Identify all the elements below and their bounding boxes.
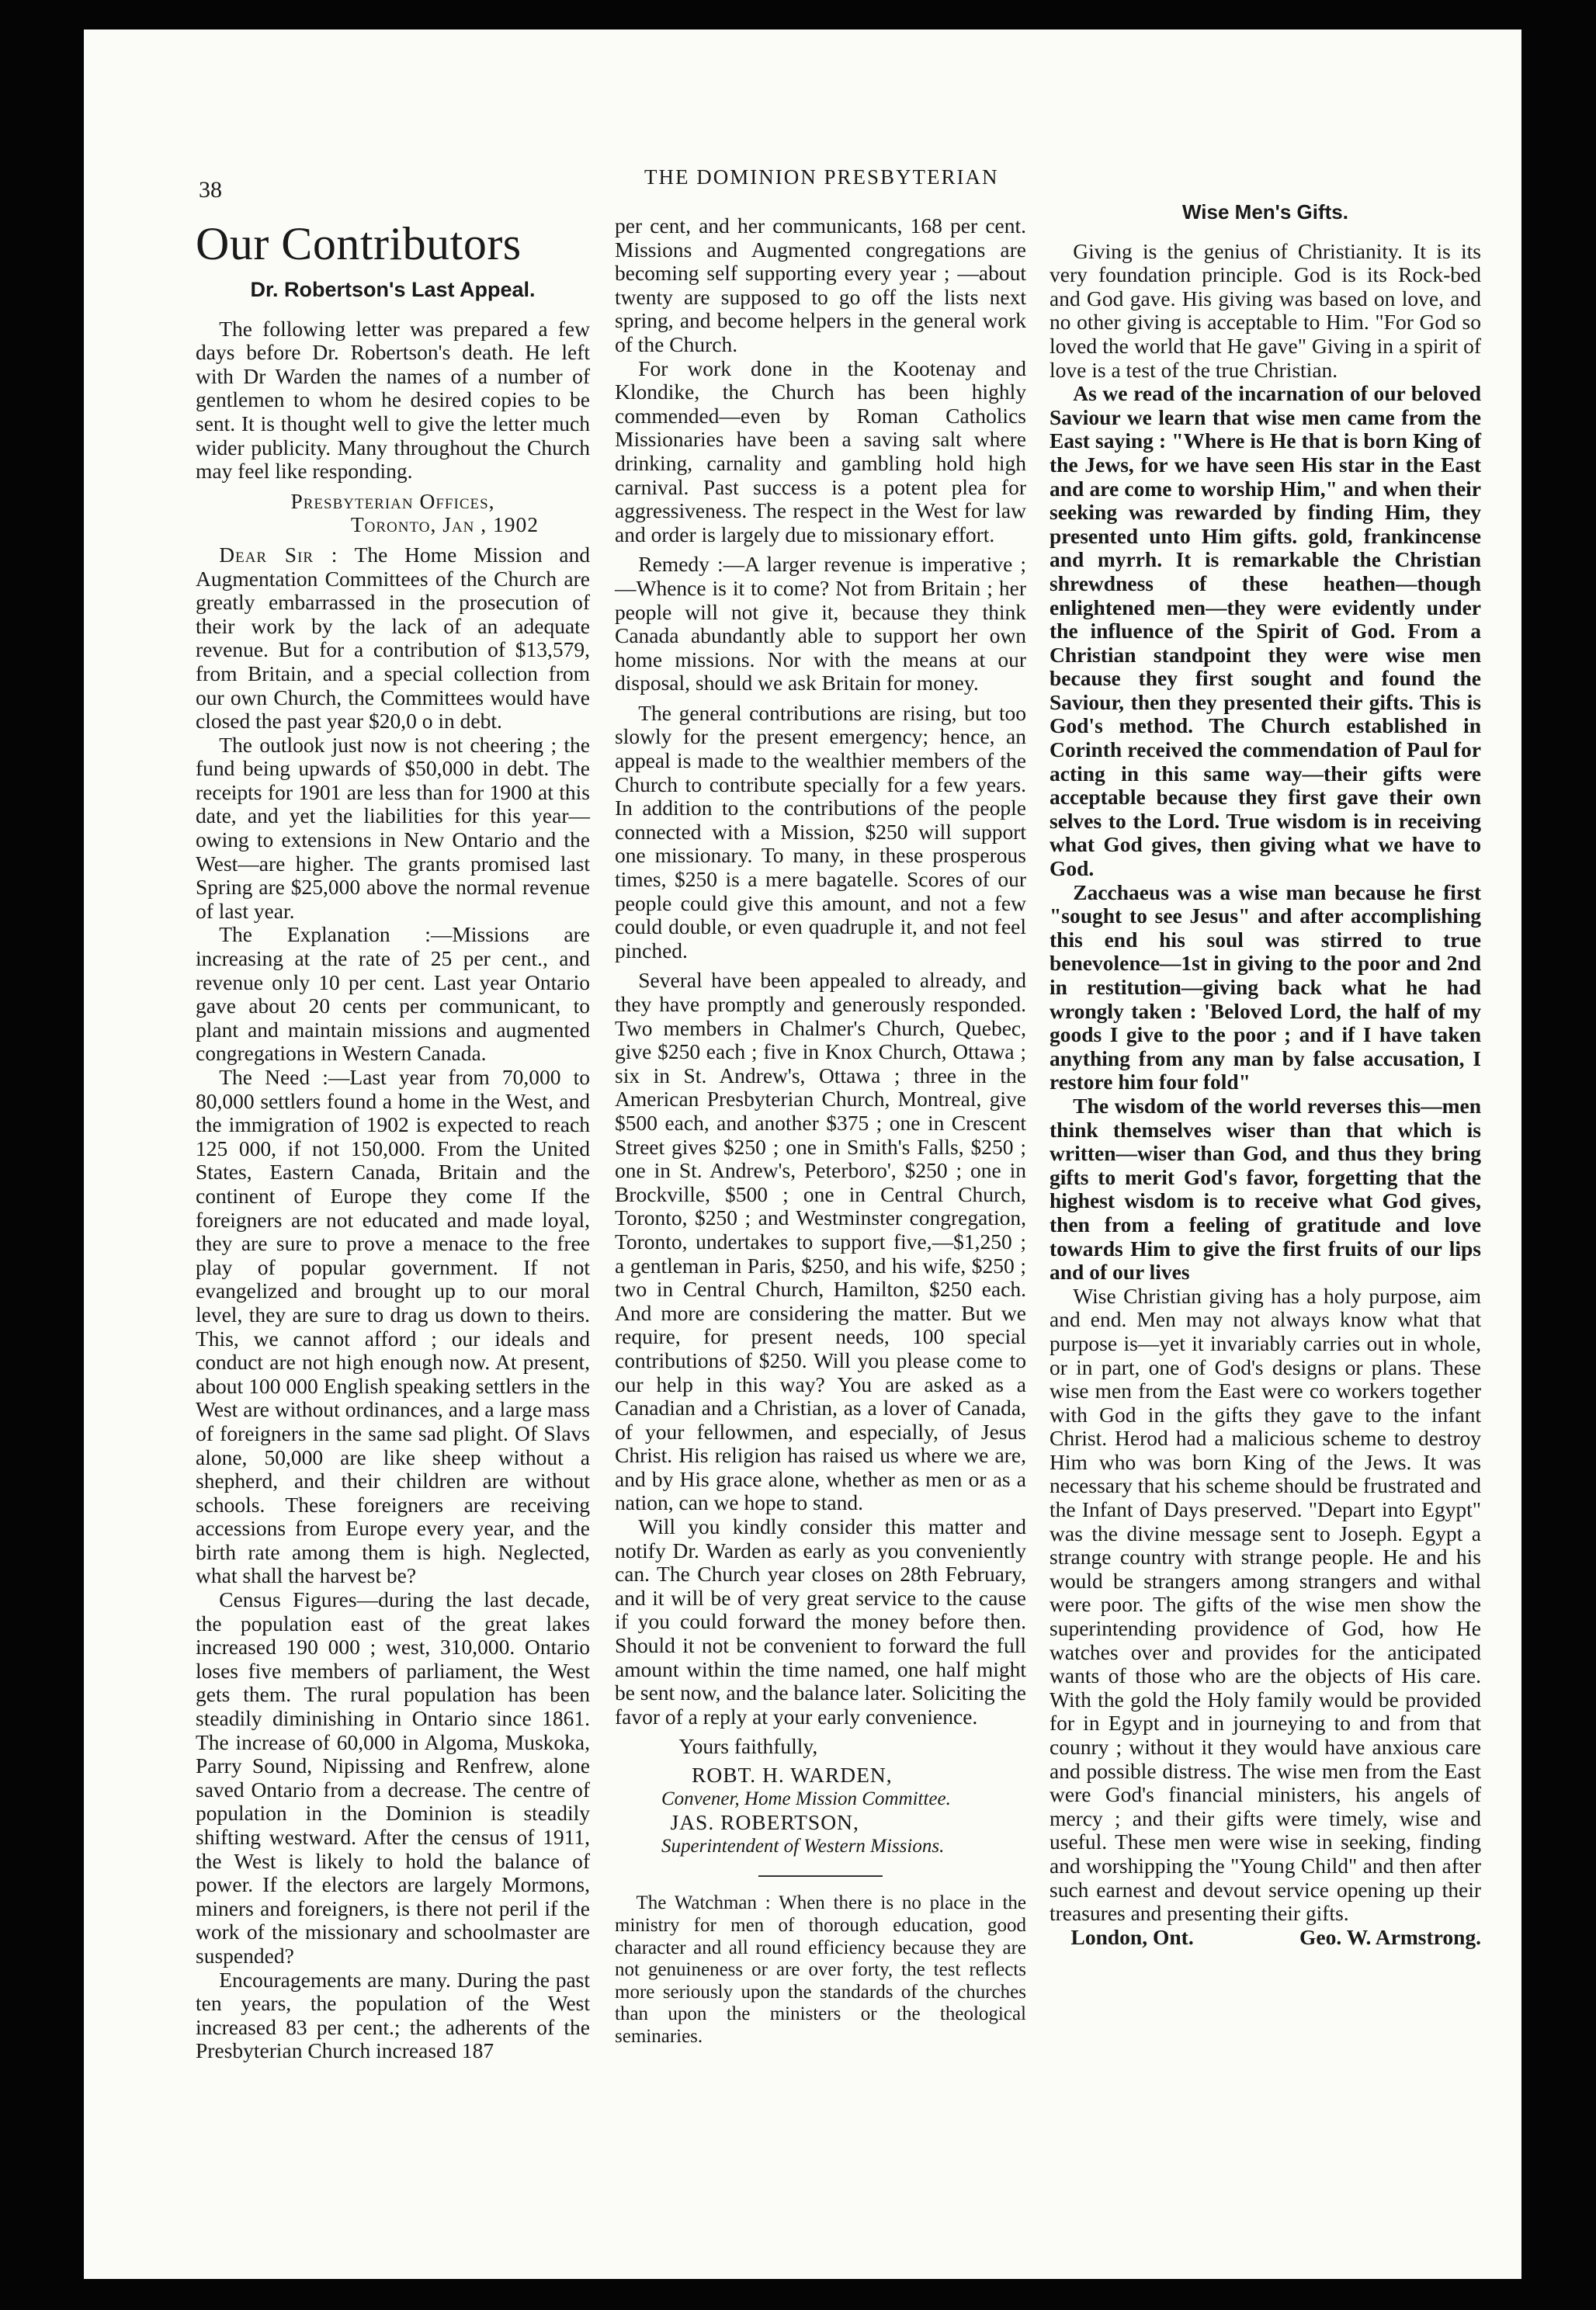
wise-men-paragraph-5: Wise Christian giving has a holy purpose, aim and end. Men may not always know what that purpose is—yet it invariably carries out in whole, or in part, one of God's designs or plans. These wise men from the East were co workers together with God in the gifts they gave to the infant Christ. Herod had a malicious scheme to destroy Him who was born King of the Jews. It was necessary that his scheme should be frustrated and the Infant of Days preserved. "Depart into Egypt" was the divine message sent to Joseph. Egypt a strange country with strange people. He and his would be strangers among strangers and withal were poor. The gifts of the wise men show the superintending providence of God, how He watches over and provides for the anticipated wants of those who are the objects of His care. With the gold the Holy family would be provided for in Egypt and in journeying to and from that counry ; without it they would have anxious care and possible distress. The wise men from the East were God's financial ministers, his angels of mercy ; and their gifts were timely, wise and useful. These men were wise in seeking, finding and worshipping the "Young Child" and then after such earnest and devout service opening up their treasures and presenting their gifts. — [1050, 1283, 1481, 1926]
byline — [1050, 1926, 1481, 1950]
signer-1-name: ROBT. H. WARDEN, — [692, 1763, 893, 1787]
byline-author: Geo. W. Armstrong. — [1299, 1924, 1481, 1949]
letter-paragraph-2: The outlook just now is not cheering ; the fund being upwards of $50,000 in debt. The receipts for 1901 are less than for 1900 at this date, and yet the liabilities for this year—owing to extensions in New Ontario and the West—are higher. The grants promised last Spring are $25,000 above the normal revenue of last year. — [196, 732, 590, 923]
letter-address-line-1: Presbyterian Offices, — [290, 488, 495, 513]
wise-men-title: Wise Men's Gifts. — [1182, 200, 1348, 224]
wise-men-paragraph-1: Giving is the genius of Christianity. It is its very foundation principle. God is its Rock-bed and God gave. His giving was based on love, and no other giving is acceptable to Him. "For God so loved the world that He gave" Giving in a spirit of love is a test of the true Christian. — [1050, 238, 1481, 382]
watchman-quote: The Watchman : When there is no place in the ministry for men of thorough education, good character and all round efficiency because they are not genuineness or are over forty, the test reflects more seriously upon the standards of the churches than upon the ministers or the theological seminaries. — [615, 1892, 1026, 2047]
column-3 — [1050, 200, 1481, 1949]
byline-place: London, Ont. — [1070, 1924, 1194, 1949]
letter-address-line-2: Toronto, Jan , 1902 — [350, 512, 539, 537]
letter-paragraph-4: The Need :—Last year from 70,000 to 80,000 settlers found a home in the West, and the immigration of 1902 is expected to reach 125 000, if not 150,000. From the United States, Eastern Canada, Britain and the continent of Europe they come If the foreigners are not educated and made loyal, they are sure to prove a menace to the free play of popular government. If not evangelized and brought up to our moral level, they are sure to drag us down to theirs. This, we cannot afford ; our ideals and conduct are not high enough now. At present, about 100 000 English speaking settlers in the West are without ordinances, and a large mass of foreigners in the same sad plight. Of Slavs alone, 50,000 are like sheep without a shepherd, and their children are without schools. These foreigners are receiving accessions from Europe every year, and the birth rate among them is high. Neglected, what shall the harvest be? — [196, 1065, 590, 1588]
signer-2-name: JAS. ROBERTSON, — [670, 1810, 859, 1835]
column-1 — [196, 219, 590, 2063]
page-number: 38 — [199, 177, 222, 203]
letter-paragraph-8: Remedy :—A larger revenue is imperative ;—Whence is it to come? Not from Britain ; her people will not give it, because they think Canada abundantly able to support her own home missions. Nor with the means at our disposal, should we ask Britain for money. — [615, 552, 1026, 695]
letter-paragraph-9: The general contributions are rising, but too slowly for the present emergency; hence, an appeal is made to the wealthier members of the Church to contribute specially for a few years. In addition to the contributions of the people connected with a Mission, $250 will support one missionary. To many, in these prosperous times, $250 is a mere bagatelle. Scores of our people could give this amount, and not a few could double, or even quadruple it, and not feel pinched. — [615, 700, 1026, 962]
section-heading: Our Contributors — [196, 218, 522, 269]
letter-paragraph-3: The Explanation :—Missions are increasing at the rate of 25 per cent., and revenue only 10 per cent. Last year Ontario gave about 20 cents per communicant, to plant and maintain missions and augmented congregations in Western Canada. — [196, 922, 590, 1066]
signer-1-title: Convener, Home Mission Committee. — [661, 1788, 951, 1809]
letter-paragraph-continued: per cent, and her communicants, 168 per cent. Missions and Augmented congregations are becoming self supporting every year ; —about twenty are supposed to go off the lists next spring, and become helpers in the general work of the Church. — [615, 213, 1026, 356]
salutation: Dear Sir : — [219, 542, 338, 567]
column-2 — [615, 214, 1026, 2048]
letter-paragraph-1: Dear Sir : The Home Mission and Augmentation Committees of the Church are greatly embarrassed in the prosecution of their work by the lack of an adequate revenue. But for a contribution of $13,579, from Britain, and a special collection from our own Church, the Committees would have closed the past year $20,0 o in debt. — [196, 542, 590, 734]
intro-paragraph: The following letter was prepared a few days before Dr. Robertson's death. He left with Dr Warden the names of a number of gentlemen to whom he desired copies to be sent. It is thought well to give the letter much wider publicity. Many throughout the Church may feel like responding. — [196, 316, 590, 484]
letter-paragraph-10: Several have been appealed to already, and they have promptly and generously responded. Two members in Chalmer's Church, Quebec, give $250 each ; five in Knox Church, Ottawa ; six in St. Andrew's, Ottawa ; three in the American Presbyterian Church, Montreal, give $500 each, and another $375 ; one in Crescent Street gives $250 ; one in Smith's Falls, $250 ; one in St. Andrew's, Peterboro', $250 ; one in Brockville, $500 ; one in Central Church, Toronto, $250 ; and Westminster congregation, Toronto, undertakes to support five,—$1,250 ; a gentleman in Paris, $250, and his wife, $250 ; two in Central Church, Hamilton, $250 each. And more are considering the matter. But we require, for present needs, 100 special contributions of $250. Will you please come to our help in this way? You are asked as a Canadian and a Christian, as a lover of Canada, of your fellowmen, and especially, of Jesus Christ. His religion has raised us where we are, and by His grace alone, whether as men or as a nation, can we hope to stand. — [615, 968, 1026, 1515]
letter-closing: Yours faithfully, — [678, 1734, 818, 1759]
wise-men-paragraph-4: The wisdom of the world reverses this—men think themselves wiser than that which is written—wiser than God, and thus they bring gifts to merit God's favor, forgetting that the highest wisdom is to receive what God gives, then from a feeling of gratitude and love towards Him to give the first fruits of our lips and of our lives — [1050, 1093, 1481, 1285]
letter-paragraph-5: Census Figures—during the last decade, the population east of the great lakes increased 190 000 ; west, 310,000. Ontario loses five members of parliament, the West gets them. The rural population has been steadily diminishing in Ontario since 1861. The increase of 60,000 in Algoma, Muskoka, Parry Sound, Nipissing and Renfrew, alone saved Ontario from a decrease. The centre of population in the Dominion is steadily shifting westward. After the census of 1911, the West is likely to hold the balance of power. If the electors are largely Mormons, miners and foreigners, is there not peril if the work of the missionary and schoolmaster are suspended? — [196, 1587, 590, 1968]
letter-paragraph-6: Encouragements are many. During the past ten years, the population of the West increased 83 per cent.; the adherents of the Presbyterian Church increased 187 — [196, 1967, 590, 2063]
section-divider — [758, 1875, 883, 1877]
article-title: Dr. Robertson's Last Appeal. — [250, 278, 536, 301]
letter-paragraph-7: For work done in the Kootenay and Klondike, the Church has been highly commended—even by Roman Catholics Missionaries have been a saving salt where drinking, carnality and gambling hold high carnival. Past success is a potent plea for aggressiveness. The respect in the West for law and order is largely due to missionary effort. — [615, 356, 1026, 546]
signer-2-title: Superintendent of Western Missions. — [661, 1835, 945, 1857]
letter-paragraph-11: Will you kindly consider this matter and notify Dr. Warden as early as you conveniently can. The Church year closes on 28th February, and it will be of very great service to the cause if you could forward the money before then. Should it not be convenient to forward the full amount within the time named, one half might be sent now, and the balance later. Soliciting the favor of a reply at your early convenience. — [615, 1514, 1026, 1729]
publication-title: THE DOMINION PRESBYTERIAN — [644, 165, 999, 189]
wise-men-paragraph-2: As we read of the incarnation of our beloved Saviour we learn that wise men came from the East saying : "Where is He that is born King of the Jews, for we have seen His star in the East and are come to worship Him," and when their seeking was rewarded by finding Him, they presented unto Him gifts. gold, frankincense and myrrh. It is remarkable the Christian shrewdness of these heathen—though enlightened men—they were evidently under the influence of the Spirit of God. From a Christian standpoint they were wise men because they first sought and found the Saviour, then they presented their gifts. This is God's method. The Church established in Corinth received the commendation of Paul for acting in this same way—their gifts were acceptable because they first gave their own selves to the Lord. True wisdom is in receiving what God gives, then giving what we have to God. — [1050, 381, 1481, 881]
wise-men-paragraph-3: Zacchaeus was a wise man because he first "sought to see Jesus" and after accomplishing this end his soul was stirred to true benevolence—1st in giving to the poor and 2nd in restitution—giving back what he had wrongly taken : 'Beloved Lord, the half of my goods I give to the poor ; and if I have taken anything from any man by false accusation, I restore him four fold" — [1050, 879, 1481, 1094]
